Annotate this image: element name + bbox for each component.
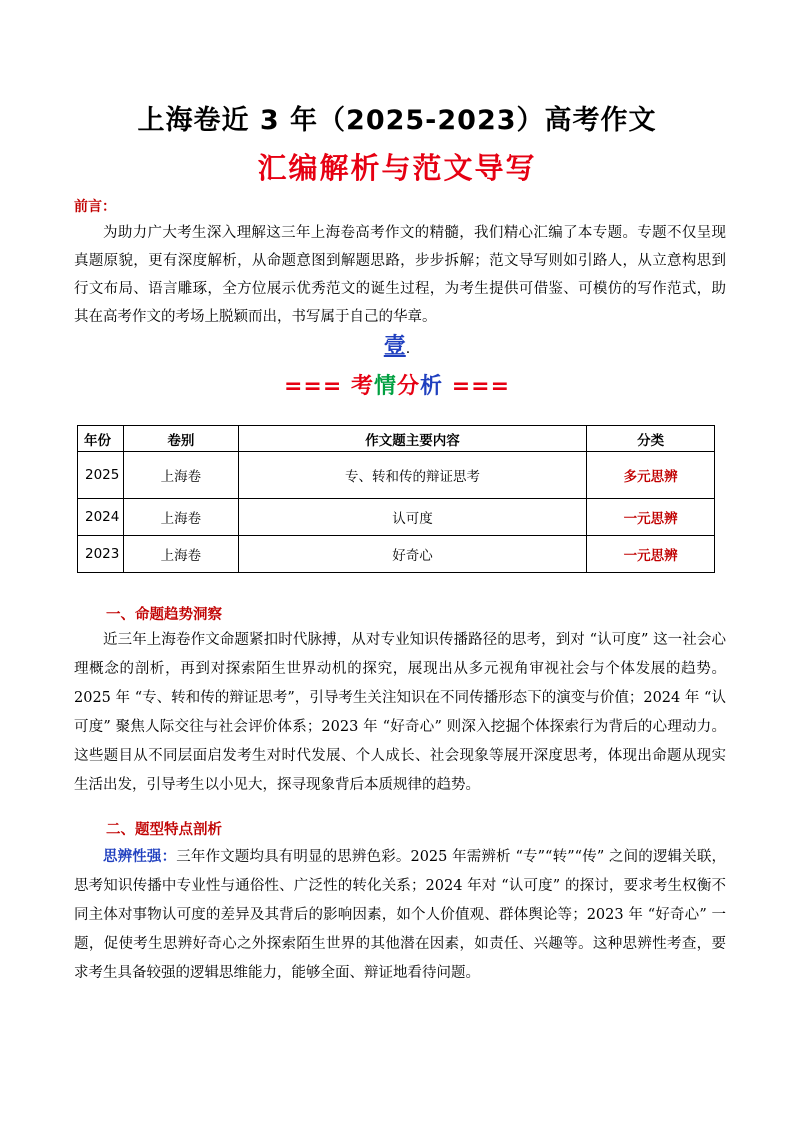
cell-content: 专、转和传的辩证思考 xyxy=(238,452,586,499)
heading-char-3: 分 xyxy=(397,374,421,399)
document-subtitle: 汇编解析与范文导写 xyxy=(257,151,537,185)
cell-year: 2025 xyxy=(78,452,124,499)
column-header-year: 年份 xyxy=(78,426,124,452)
preface-paragraph: 为助力广大考生深入理解这三年上海卷高考作文的精髓，我们精心汇编了本专题。专题不仅呈现真题原貌，更有深度解析，从命题意图到解题思路，步步拆解；范文导写则如引路人，从立意构思到行文布局、语言雕琢，全方位展示优秀范文的诞生过程，为考生提供可借鉴、可模仿的写作范式，助其在高考作文的考场上脱颖而出，书写属于自己的华章。 xyxy=(74,225,726,325)
table-header-row xyxy=(78,426,715,452)
heading-char-4: 析 xyxy=(420,374,444,399)
cell-content: 认可度 xyxy=(238,499,586,536)
section-heading xyxy=(0,369,794,400)
part2-heading: 二、题型特点剖析 xyxy=(106,821,222,838)
table-row xyxy=(78,536,715,573)
exam-analysis-table xyxy=(77,425,715,573)
column-header-paper: 卷别 xyxy=(123,426,238,452)
heading-deco-right: === xyxy=(451,374,511,399)
section-numeral xyxy=(0,329,794,360)
numeral-char: 壹 xyxy=(383,334,406,359)
cell-paper: 上海卷 xyxy=(123,452,238,499)
cell-category: 一元思辨 xyxy=(587,536,715,573)
part1-paragraph: 近三年上海卷作文命题紧扣时代脉搏，从对专业知识传播路径的思考，到对 “认可度” 这一社会心理概念的剖析，再到对探索陌生世界动机的探究，展现出从多元视角审视社会与个体发展的趋势。2025 年 “专、转和传的辩证思考”，引导考生关注知识在不同传播形态下的演变与价值；2024 年 “认可度” 聚焦人际交往与社会评价体系；2023 年 “好奇心” 则深入挖掘个体探索行为背后的心理动力。这些题目从不同层面启发考生对时代发展、个人成长、社会现象等展开深度思考，体现出命题从现实生活出发，引导考生以小见大，探寻现象背后本质规律的趋势。 xyxy=(74,632,726,793)
numeral-dot: . xyxy=(405,341,411,357)
heading-text xyxy=(351,374,443,399)
part2-keyword: 思辨性强： xyxy=(103,848,177,865)
preface-label: 前言： xyxy=(74,199,116,215)
column-header-content: 作文题主要内容 xyxy=(238,426,586,452)
cell-paper: 上海卷 xyxy=(123,536,238,573)
table-row xyxy=(78,452,715,499)
document-title: 上海卷近 3 年（2025-2023）高考作文 xyxy=(137,105,657,136)
cell-category: 多元思辨 xyxy=(587,452,715,499)
part2-paragraph xyxy=(74,842,726,988)
heading-char-2: 情 xyxy=(373,374,397,399)
part1-heading: 一、命题趋势洞察 xyxy=(106,606,222,623)
cell-content: 好奇心 xyxy=(238,536,586,573)
cell-category: 一元思辨 xyxy=(587,499,715,536)
table-row xyxy=(78,499,715,536)
heading-char-1: 考 xyxy=(350,374,374,399)
part2-text: 三年作文题均具有明显的思辨色彩。2025 年需辨析 “专”“转”“传” 之间的逻辑关联，思考知识传播中专业性与通俗性、广泛性的转化关系；2024 年对 “认可度” 的探讨，要求考生权衡不同主体对事物认可度的差异及其背后的影响因素，如个人价值观、群体舆论等；2023 年 “好奇心” 一题，促使考生思辨好奇心之外探索陌生世界的其他潜在因素，如责任、兴趣等。这种思辨性考查，要求考生具备较强的逻辑思维能力，能够全面、辩证地看待问题。 xyxy=(74,849,727,981)
cell-year: 2024 xyxy=(78,499,124,536)
heading-deco-left: === xyxy=(283,374,343,399)
cell-year: 2023 xyxy=(78,536,124,573)
column-header-category: 分类 xyxy=(587,426,715,452)
cell-paper: 上海卷 xyxy=(123,499,238,536)
